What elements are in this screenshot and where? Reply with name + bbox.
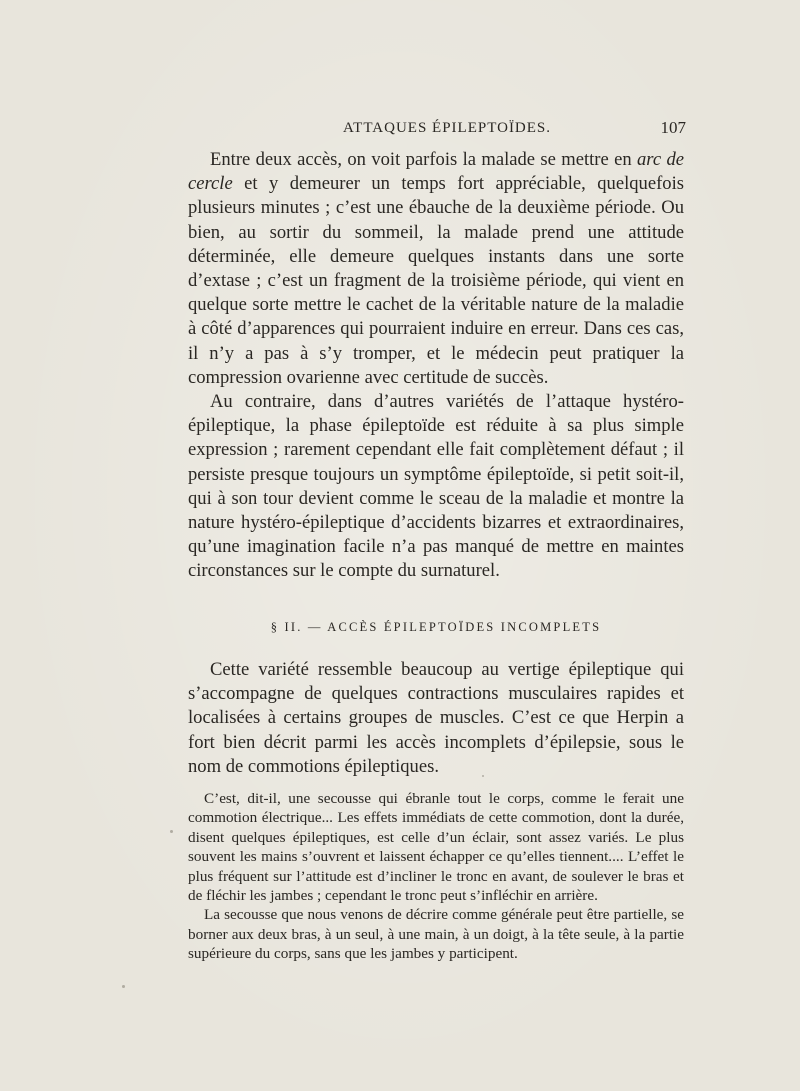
- paragraph-2: Au contraire, dans d’autres variétés de l’attaque hystéro-épileptique, la phase épileptoïde est réduite à sa plus simple expression ; rarement cependant elle fait complètement défaut ; il persiste presque toujours un symptôme épileptoïde, si petit soit-il, qui à son tour devient comme le sceau de la maladie et montre la nature hystéro-épileptique d’accidents bizarres et extraordinaires, qu’une imagination facile n’a pas manqué de mettre en maintes circonstances sur le compte du surnaturel.: [188, 391, 684, 582]
- paragraph-1-italic-term: arc de cercle: [188, 149, 684, 195]
- page-header: [188, 118, 684, 140]
- paragraph-1-end: et y demeurer un temps fort appréciable, quelquefois plusieurs minutes ; c’est une ébauche de la deuxième période. Ou bien, au sortir du sommeil, la malade prend une attitude déterminée, elle demeure quelques instants dans une sorte d’extase ; c’est un fragment de la troisième période, qui vient en quelque sorte mettre le cachet de la véritable nature de la maladie à côté d’apparences qui pourraient induire en erreur. Dans ces cas, il n’y a pas à s’y tromper, et le médecin peut pratiquer la compression ovarienne avec certitude de succès.: [188, 173, 684, 388]
- paragraph-1: [188, 148, 684, 390]
- quotation-paragraph-2: La secousse que nous venons de décrire comme générale peut être partielle, se borner aux deux bras, à un seul, à une main, à un doigt, à la tête seule, à la partie supérieure du corps, sans que les jambes y participent.: [188, 906, 684, 963]
- main-text-section: [188, 658, 684, 779]
- page-number: 107: [660, 118, 686, 137]
- paragraph-3: Cette variété ressemble beaucoup au vertige épileptique qui s’accompagne de quelques contractions musculaires rapides et localisées à certains groupes de muscles. C’est ce que Herpin a fort bien décrit parmi les accès incomplets d’épilepsie, sous le nom de commotions épileptiques.: [188, 659, 684, 777]
- paragraph-1-start: Entre deux accès, on voit parfois la malade se mettre en: [210, 149, 637, 170]
- quotation-paragraph-1: C’est, dit-il, une secousse qui ébranle tout le corps, comme le ferait une commotion électrique... Les effets immédiats de cette commotion, dont la durée, disent quelques épileptiques, est celle d’un éclair, sont assez variés. Le plus souvent les mains s’ouvrent et laissent échapper ce qu’elles tiennent.... L’effet le plus fréquent sur l’attitude est d’incliner le tronc en avant, de soulever le bras et de fléchir les jambes ; cependant le tronc peut s’infléchir en arrière.: [188, 790, 684, 905]
- paper-speck: [482, 775, 484, 777]
- paper-speck: [170, 830, 173, 833]
- section-heading: § II. — ACCÈS ÉPILEPTOÏDES INCOMPLETS: [270, 620, 602, 634]
- paper-speck: [122, 985, 125, 988]
- quotation-block: [188, 789, 684, 964]
- running-head: ATTAQUES ÉPILEPTOÏDES.: [343, 120, 552, 136]
- main-text-top: [188, 148, 684, 584]
